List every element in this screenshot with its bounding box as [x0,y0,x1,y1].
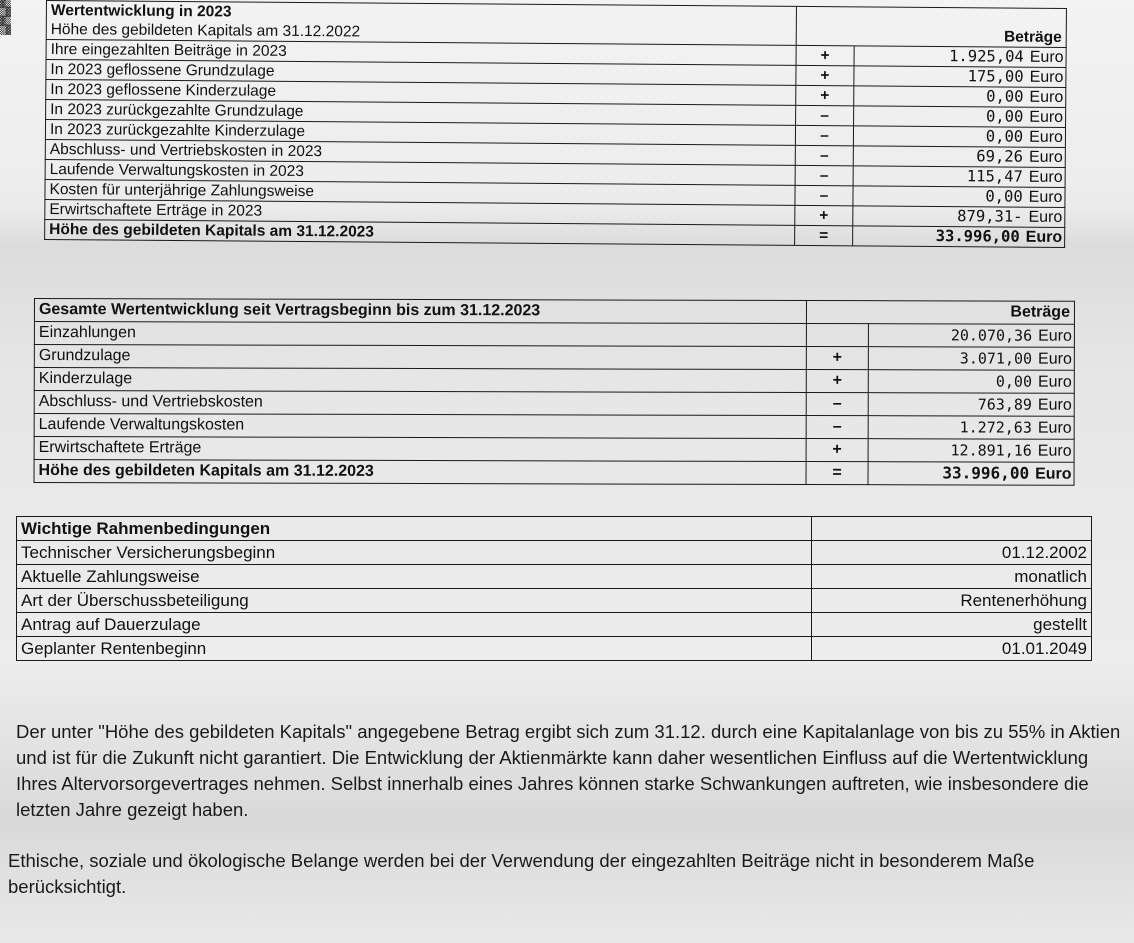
table-row-amount: 0,00 Euro [853,126,1065,148]
total-sign: = [806,462,868,485]
table-row-value: 01.12.2002 [812,541,1092,565]
table-row-label: Abschluss- und Vertriebskosten in 2023 [45,139,795,165]
table-wertentwicklung-2023 [44,0,1067,248]
table-row-sign: – [795,145,853,165]
table-row-value: monatlich [812,565,1092,589]
table-row [34,322,1074,348]
table-row-label: Abschluss- und Vertriebskosten [34,391,806,416]
table-row-amount: 879,31- Euro [853,206,1065,228]
table-row-sign: – [806,416,868,439]
table-row-sign: + [796,85,854,105]
table-row-label: Kosten für unterjährige Zahlungsweise [45,179,795,205]
table-row-amount: 0,00 Euro [854,106,1066,128]
table-row-value: 01.01.2049 [812,637,1092,661]
table-row-amount: 0,00 Euro [854,86,1066,108]
table-row-amount: 0,00 Euro [868,370,1074,394]
ethics-paragraph: Ethische, soziale und ökologische Belange werden bei der Verwendung der eingezahlten Beiträge nicht in besonderem Maße berücksichtigt. [8,850,1035,897]
table-row-amount: 3.071,00 Euro [868,347,1074,371]
edge-barcode-mark: ▓▒ ▒▓ ▓▒ ▒▓ [0,0,11,36]
table-row-sign: + [806,439,868,462]
table-row-label: Erwirtschaftete Erträge in 2023 [45,199,795,225]
table-row-sign: – [795,185,853,205]
total-label: Höhe des gebildeten Kapitals am 31.12.2023 [45,219,795,245]
table-gesamte-wertentwicklung [34,298,1075,486]
disclaimer-paragraph: Der unter "Höhe des gebildeten Kapitals" angegebene Betrag ergibt sich zum 31.12. durch eine Kapitalanlage von bis zu 55% in Aktien und ist für die Zukunft nicht garantiert. Die Entwicklung der Aktienmärkte kann daher wesentlichen Einfluss auf die Wertentwicklung Ihres Altervorsorgevertrages nehmen. Selbst innerhalb eines Jahres können starke Schwankungen auftreten, wie insbesondere die letzten Jahre gezeigt haben. [16,721,1121,820]
table-row-label: Höhe des gebildeten Kapitals am 31.12.2022 [46,20,796,45]
table-row-label: Kinderzulage [34,368,806,393]
table-row-amount: 763,89 Euro [868,393,1074,417]
table-row [17,613,1092,637]
table-row-amount: 20.070,36 Euro [868,324,1074,348]
table-row-amount: 0,00 Euro [853,186,1065,208]
amount-header: Beträge [796,26,1066,48]
total-label: Höhe des gebildeten Kapitals am 31.12.2023 [34,460,806,485]
table-row-sign: – [806,393,868,416]
table-row-label: Erwirtschaftete Erträge [34,437,806,462]
table-row-label: Antrag auf Dauerzulage [17,613,812,637]
total-sign: = [795,225,853,245]
table-title: Wertentwicklung in 2023 [46,1,796,26]
table-row [34,368,1074,394]
total-amount: 33.996,00 Euro [853,226,1065,248]
table-row-label: Aktuelle Zahlungsweise [17,565,812,589]
table-row [17,541,1092,565]
table-row-label: In 2023 geflossene Kinderzulage [46,80,796,106]
table-row [34,391,1074,417]
table-row-amount: 175,00 Euro [854,66,1066,88]
table-row-label: In 2023 geflossene Grundzulage [46,60,796,86]
table-row-label: Ihre eingezahlten Beiträge in 2023 [46,40,796,66]
table-row-amount: 1.925,04 Euro [854,46,1066,68]
table-row-sign: + [806,347,868,370]
table-row-sign: + [796,45,854,65]
table-row-label: Geplanter Rentenbeginn [17,637,812,661]
table-row-amount: 1.272,63 Euro [868,416,1074,440]
table-row-sign: + [796,65,854,85]
table-row-label: Grundzulage [34,345,806,370]
table-row-label: Laufende Verwaltungskosten [34,414,806,439]
table-row [34,414,1074,440]
table-row-label: Technischer Versicherungsbeginn [17,541,812,565]
table-row-amount: 12.891,16 Euro [868,439,1074,463]
table-row-label: Art der Überschussbeteiligung [17,589,812,613]
table-row-sign: – [795,125,853,145]
table-row-value: gestellt [812,613,1092,637]
table-title: Gesamte Wertentwicklung seit Vertragsbeginn bis zum 31.12.2023 [34,299,806,324]
table-row-label: In 2023 zurückgezahlte Grundzulage [46,100,796,126]
table-row-sign: + [795,205,853,225]
total-amount: 33.996,00 Euro [868,462,1074,486]
table-row [17,565,1092,589]
table-title: Wichtige Rahmenbedingungen [17,517,812,541]
table-total-row [34,460,1074,486]
table-row-label: In 2023 zurückgezahlte Kinderzulage [45,120,795,146]
table-row-sign: + [806,370,868,393]
table-row-sign [806,324,868,347]
table-row-sign: – [796,105,854,125]
table-row [17,637,1092,661]
table-row-amount: 115,47 Euro [853,166,1065,188]
table-row [17,589,1092,613]
amount-header: Beträge [806,301,1074,325]
table-rahmenbedingungen [16,516,1092,661]
table-row-label: Einzahlungen [34,322,806,347]
table-row-label: Laufende Verwaltungskosten in 2023 [45,159,795,185]
table-row [34,345,1074,371]
table-row [34,437,1074,463]
table-row-amount: 69,26 Euro [853,146,1065,168]
table-row-sign: – [795,165,853,185]
table-row-value: Rentenerhöhung [812,589,1092,613]
